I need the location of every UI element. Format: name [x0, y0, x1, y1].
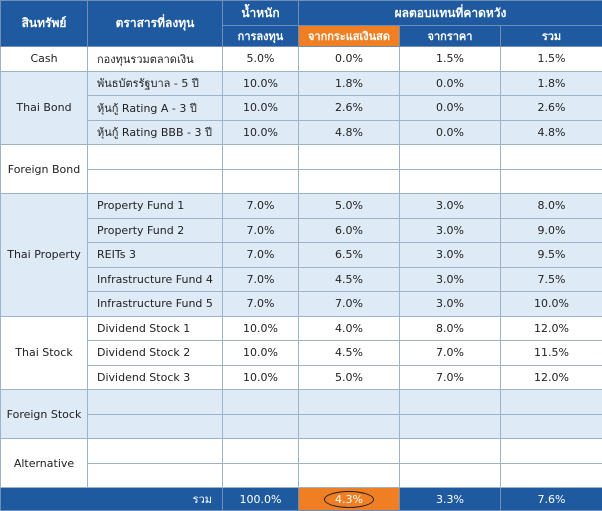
cashflow-return-cell: 4.5% [299, 267, 400, 292]
table-row [1, 145, 602, 170]
cashflow-return-cell: 4.0% [299, 316, 400, 341]
table-row [1, 47, 602, 72]
price-return-cell: 3.0% [400, 194, 501, 219]
total-price: 3.3% [400, 488, 501, 511]
cashflow-return-cell [299, 463, 400, 488]
cashflow-return-cell: 0.0% [299, 47, 400, 72]
total-return-cell: 4.8% [501, 120, 602, 145]
cashflow-return-cell: 4.5% [299, 341, 400, 366]
cashflow-return-cell: 2.6% [299, 96, 400, 121]
header-expected-return: ผลตอบแทนที่คาดหวัง [299, 1, 602, 26]
weight-cell: 10.0% [223, 71, 299, 96]
price-return-cell [400, 463, 501, 488]
price-return-cell: 0.0% [400, 71, 501, 96]
header-instrument: ตราสารที่ลงทุน [88, 1, 223, 47]
table-row [1, 390, 602, 415]
table-row [1, 120, 602, 145]
total-return: 7.6% [501, 488, 602, 511]
weight-cell [223, 169, 299, 194]
table-row [1, 341, 602, 366]
cashflow-return-cell [299, 439, 400, 464]
table-row [1, 267, 602, 292]
total-return-cell [501, 439, 602, 464]
price-return-cell: 1.5% [400, 47, 501, 72]
table-row [1, 218, 602, 243]
cashflow-return-cell: 7.0% [299, 292, 400, 317]
instrument-cell: พันธบัตรรัฐบาล - 5 ปี [88, 71, 223, 96]
cashflow-return-cell: 6.5% [299, 243, 400, 268]
price-return-cell: 0.0% [400, 96, 501, 121]
cashflow-return-cell: 1.8% [299, 71, 400, 96]
price-return-cell: 0.0% [400, 120, 501, 145]
table-row [1, 96, 602, 121]
asset-class-cell: Cash [1, 47, 88, 72]
price-return-cell: 3.0% [400, 267, 501, 292]
asset-class-cell: Thai Bond [1, 71, 88, 145]
price-return-cell [400, 390, 501, 415]
weight-cell: 7.0% [223, 267, 299, 292]
total-return-cell: 1.5% [501, 47, 602, 72]
total-return-cell: 8.0% [501, 194, 602, 219]
instrument-cell: Infrastructure Fund 5 [88, 292, 223, 317]
total-return-cell [501, 390, 602, 415]
price-return-cell: 3.0% [400, 292, 501, 317]
total-return-cell [501, 414, 602, 439]
cashflow-return-cell: 5.0% [299, 194, 400, 219]
weight-cell [223, 390, 299, 415]
instrument-cell: Property Fund 2 [88, 218, 223, 243]
price-return-cell: 3.0% [400, 243, 501, 268]
table-row [1, 439, 602, 464]
total-return-cell: 12.0% [501, 365, 602, 390]
weight-cell: 7.0% [223, 218, 299, 243]
cashflow-return-cell [299, 390, 400, 415]
weight-cell: 7.0% [223, 243, 299, 268]
total-return-cell [501, 169, 602, 194]
weight-cell: 7.0% [223, 292, 299, 317]
price-return-cell: 7.0% [400, 341, 501, 366]
header-asset: สินทรัพย์ [1, 1, 88, 47]
price-return-cell [400, 145, 501, 170]
table-row [1, 414, 602, 439]
total-row [1, 488, 602, 511]
instrument-cell [88, 439, 223, 464]
price-return-cell [400, 169, 501, 194]
total-return-cell [501, 145, 602, 170]
cashflow-return-cell [299, 414, 400, 439]
cashflow-return-cell: 4.8% [299, 120, 400, 145]
instrument-cell [88, 145, 223, 170]
total-weight: 100.0% [223, 488, 299, 511]
weight-cell: 10.0% [223, 120, 299, 145]
instrument-cell [88, 463, 223, 488]
instrument-cell: Property Fund 1 [88, 194, 223, 219]
price-return-cell: 7.0% [400, 365, 501, 390]
weight-cell [223, 414, 299, 439]
table-row [1, 365, 602, 390]
header-from-cashflow: จากกระแสเงินสด [299, 26, 400, 47]
total-return-cell: 1.8% [501, 71, 602, 96]
weight-cell: 10.0% [223, 341, 299, 366]
price-return-cell: 3.0% [400, 218, 501, 243]
asset-class-cell: Foreign Bond [1, 145, 88, 194]
cashflow-return-cell: 6.0% [299, 218, 400, 243]
table-row [1, 71, 602, 96]
asset-class-cell: Thai Stock [1, 316, 88, 390]
instrument-cell [88, 414, 223, 439]
instrument-cell: Infrastructure Fund 4 [88, 267, 223, 292]
instrument-cell: หุ้นกู้ Rating A - 3 ปี [88, 96, 223, 121]
price-return-cell: 8.0% [400, 316, 501, 341]
total-cashflow: 4.3% [324, 491, 374, 508]
total-return-cell: 11.5% [501, 341, 602, 366]
total-return-cell: 7.5% [501, 267, 602, 292]
total-return-cell [501, 463, 602, 488]
weight-cell [223, 145, 299, 170]
cashflow-return-cell [299, 169, 400, 194]
total-return-cell: 9.5% [501, 243, 602, 268]
instrument-cell: REITs 3 [88, 243, 223, 268]
asset-class-cell: Alternative [1, 439, 88, 488]
total-return-cell: 12.0% [501, 316, 602, 341]
header-total: รวม [501, 26, 602, 47]
weight-cell [223, 439, 299, 464]
weight-cell: 10.0% [223, 96, 299, 121]
weight-cell: 10.0% [223, 316, 299, 341]
total-cashflow-cell [299, 488, 400, 511]
total-return-cell: 10.0% [501, 292, 602, 317]
header-from-price: จากราคา [400, 26, 501, 47]
instrument-cell [88, 169, 223, 194]
table-row [1, 463, 602, 488]
cashflow-return-cell [299, 145, 400, 170]
total-return-cell: 9.0% [501, 218, 602, 243]
weight-cell [223, 463, 299, 488]
weight-cell: 10.0% [223, 365, 299, 390]
table-row [1, 316, 602, 341]
instrument-cell: กองทุนรวมตลาดเงิน [88, 47, 223, 72]
table-row [1, 169, 602, 194]
instrument-cell [88, 390, 223, 415]
table-row [1, 292, 602, 317]
instrument-cell: Dividend Stock 3 [88, 365, 223, 390]
asset-class-cell: Thai Property [1, 194, 88, 317]
weight-cell: 7.0% [223, 194, 299, 219]
instrument-cell: หุ้นกู้ Rating BBB - 3 ปี [88, 120, 223, 145]
table-row [1, 243, 602, 268]
header-weight-line2: การลงทุน [223, 26, 299, 47]
cashflow-return-cell: 5.0% [299, 365, 400, 390]
price-return-cell [400, 414, 501, 439]
instrument-cell: Dividend Stock 1 [88, 316, 223, 341]
price-return-cell [400, 439, 501, 464]
table-row [1, 194, 602, 219]
total-label: รวม [1, 488, 223, 511]
header-weight-line1: น้ำหนัก [223, 1, 299, 26]
instrument-cell: Dividend Stock 2 [88, 341, 223, 366]
total-return-cell: 2.6% [501, 96, 602, 121]
weight-cell: 5.0% [223, 47, 299, 72]
asset-class-cell: Foreign Stock [1, 390, 88, 439]
table-body [1, 47, 602, 488]
